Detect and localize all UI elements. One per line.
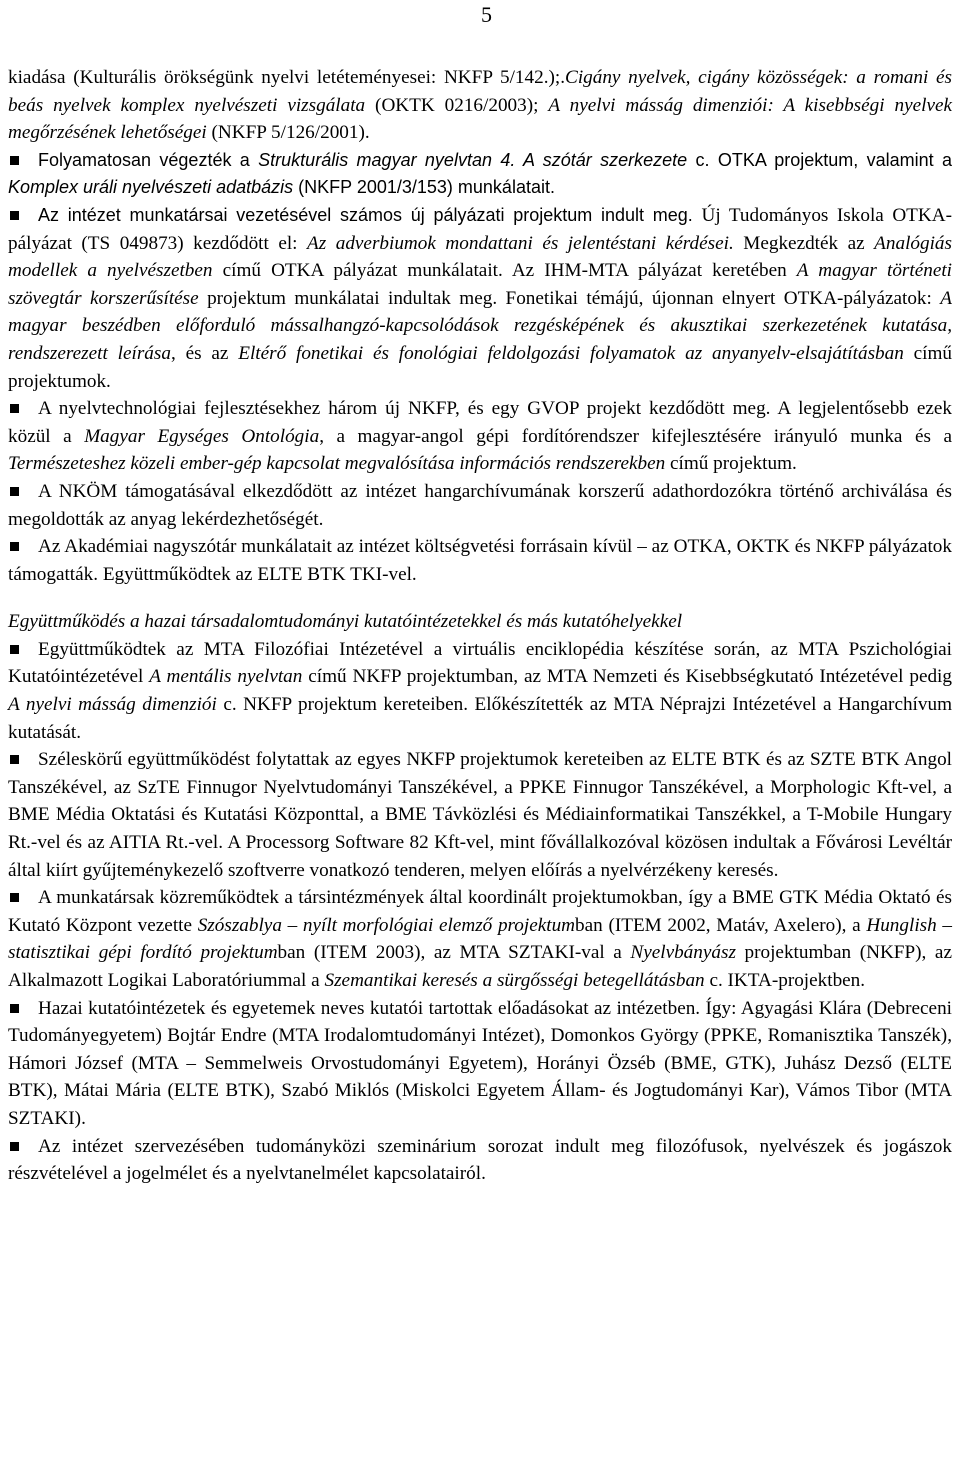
text-run: c. IKTA-projektben. bbox=[704, 970, 866, 991]
text-run: c. OTKA projektum, valamint a bbox=[687, 149, 952, 170]
text-run: című OTKA pályázat munkálatait. Az IHM-MTA pályázat keretében bbox=[212, 260, 797, 282]
bullet-item bbox=[8, 636, 952, 746]
bullet-item bbox=[8, 533, 952, 588]
text-run: című projektum. bbox=[665, 453, 797, 475]
bullet-item bbox=[8, 395, 952, 478]
text-run: (NKFP 5/126/2001). bbox=[206, 122, 370, 144]
text-run: (OKTK 0216/2003); bbox=[365, 94, 549, 116]
text-run: A munkatársak közreműködtek a társintézmények által koordinált projektumokban, így a BME GTK Média Oktató és Kutató Központ vezette bbox=[8, 887, 952, 936]
text-run: A magyar történeti szövegtár korszerűsítése bbox=[8, 260, 952, 309]
text-run: ban (ITEM 2002, Matáv, Axelero), a bbox=[575, 914, 867, 936]
bullet-list-projects bbox=[8, 147, 952, 589]
page-number: 5 bbox=[481, 2, 492, 27]
bullet-item bbox=[8, 884, 952, 994]
text-run: Hazai kutatóintézetek és egyetemek neves kutatói tartottak előadásokat az intézetben. Így: Agyagási Klára (Debreceni Tudományegyetem) Bojtár Endre (MTA Irodalomtudományi Intézet), Domonkos György (PPKE, Romanisztika Tanszék), Hámori József (MTA – Semmelweis Orvostudományi Egyetem), Horányi Özséb (BME, GTK), Juhász Dezső (ELTE BTK), Mátai Mária (ELTE BTK), Szabó Miklós (Miskolci Egyetem Állam- és Jogtudományi Kar), Vámos Tibor (MTA SZTAKI). bbox=[8, 997, 952, 1129]
text-run: A nyelvtechnológiai fejlesztésekhez három új NKFP, és egy GVOP projekt kezdődött meg. A legjelentősebb ezek közül a bbox=[8, 398, 952, 447]
square-bullet-icon bbox=[10, 645, 19, 654]
text-run: projektum munkálatai indultak meg. Fonetikai témájú, újonnan elnyert OTKA-pályázatok: bbox=[198, 287, 941, 309]
bullet-item bbox=[8, 202, 952, 395]
text-run: A nyelvi másság dimenziói bbox=[8, 694, 217, 716]
text-run: Nyelvbányász bbox=[630, 942, 736, 964]
bullet-item bbox=[8, 1133, 952, 1188]
text-run: A magyar beszédben előforduló mássalhangzó-kapcsolódások rezgésképének és akusztikai szerkezetének kutatása, rendszerezett leírása bbox=[8, 287, 952, 364]
text-run: kiadása (Kulturális örökségünk nyelvi letéteményesei: NKFP 5/142.);. bbox=[8, 67, 566, 88]
text-run: Az intézet szervezésében tudományközi szeminárium sorozat indult meg filozófusok, nyelvészek és jogászok részvételével a jogelmélet és a nyelvtanelmélet kapcsolatairól. bbox=[8, 1135, 952, 1185]
text-run: projektumban (NKFP), az Alkalmazott Logikai Laboratóriummal a bbox=[8, 942, 952, 991]
text-run: c. NKFP projektum kereteiben. Előkészítették az MTA Néprajzi Intézetével a Hangarchívum kutatását. bbox=[8, 694, 953, 743]
text-run: Megkezdték az bbox=[733, 232, 875, 254]
section-heading bbox=[8, 608, 952, 636]
text-run: ban (ITEM 2003), az MTA SZTAKI-val a bbox=[277, 942, 631, 964]
text-run: (NKFP 2001/3/153) munkálatait. bbox=[293, 177, 555, 198]
text-run: Szószablya – nyílt morfológiai elemző projektum bbox=[197, 914, 576, 936]
bullet-item bbox=[8, 995, 952, 1133]
text-run: Szemantikai keresés a sürgősségi betegellátásban bbox=[324, 970, 705, 991]
text-run: Természeteshez közeli ember-gép kapcsolat megvalósítása információs rendszerekben bbox=[8, 453, 666, 475]
square-bullet-icon bbox=[10, 487, 19, 496]
square-bullet-icon bbox=[10, 211, 19, 220]
text-run: Új Tudományos Iskola OTKA-pályázat (TS 049873) kezdődött el: bbox=[8, 204, 952, 254]
bullet-list-cooperation bbox=[8, 636, 952, 1188]
text-run: című NKFP projektumban, az MTA Nemzeti és Kisebbségkutató Intézetével pedig bbox=[302, 666, 952, 688]
square-bullet-icon bbox=[10, 1142, 19, 1151]
square-bullet-icon bbox=[10, 404, 19, 413]
text-run: A NKÖM támogatásával elkezdődött az intézet hangarchívumának korszerű adathordozókra történő archiválása és megoldották az anyag lekérdezhetőségét. bbox=[8, 480, 952, 530]
section-heading-text: Együttműködés a hazai társadalomtudományi kutatóintézetekkel és más kutatóhelyekkel bbox=[8, 611, 683, 633]
text-run: Az Akadémiai nagyszótár munkálatait az intézet költségvetési forrásain kívül – az OTKA, OKTK és NKFP pályázatok támogatták. Együttműködtek az ELTE BTK TKI-vel. bbox=[8, 536, 952, 585]
text-run: , és az bbox=[170, 342, 239, 364]
square-bullet-icon bbox=[10, 755, 19, 764]
text-run: Komplex uráli nyelvészeti adatbázis bbox=[8, 177, 294, 198]
text-run: Magyar Egységes Ontológia bbox=[84, 425, 320, 447]
text-run: Analógiás modellek a nyelvészetben bbox=[8, 232, 952, 282]
text-run: Cigány nyelvek, cigány közösségek: a romani és beás nyelvek komplex nyelvészeti vizsgálata bbox=[8, 67, 952, 116]
text-run: Eltérő fonetikai és fonológiai feldolgozási folyamatok az anyanyelv-elsajátításban bbox=[238, 342, 904, 364]
square-bullet-icon bbox=[10, 156, 19, 165]
text-run: című projektumok. bbox=[8, 342, 953, 392]
text-run: A nyelvi másság dimenziói: A kisebbségi nyelvek megőrzésének lehetőségei bbox=[8, 94, 953, 144]
text-run: Hunglish – statisztikai gépi fordító projektum bbox=[8, 914, 952, 964]
square-bullet-icon bbox=[10, 542, 19, 551]
bullet-item bbox=[8, 147, 952, 202]
square-bullet-icon bbox=[10, 1004, 19, 1013]
text-run: Az adverbiumok mondattani és jelentéstani kérdései. bbox=[307, 232, 734, 254]
text-run: Együttműködtek az MTA Filozófiai Intézetével a virtuális enciklopédia készítése során, az MTA Pszichológiai Kutatóintézetével bbox=[8, 638, 952, 688]
text-run: , a magyar-angol gépi fordítórendszer kifejlesztésére irányuló munka és a bbox=[319, 425, 952, 447]
document-body bbox=[8, 64, 952, 1188]
text-run: Széleskörű együttműködést folytattak az egyes NKFP projektumok kereteiben az ELTE BTK és az SZTE BTK Angol Tanszékével, az SzTE Finnugor Nyelvtudományi Tanszékével, a PPKE Finnugor Tanszékével, a Morphologic Kft-vel, a BME Média Oktatási és Kutatási Központtal, a BME Távközlési és Médiainformatikai Tanszékkel, a T-Mobile Hungary Rt.-vel és az AITIA Rt.-vel. A Processorg Software 82 Kft-vel, mint fővállalkozóval közösen indultak a Fővárosi Levéltár által kiírt gyűjteménykezelő szoftverre vonatkozó tenderen, melyen előírás a nyelvérzékeny keresés. bbox=[8, 749, 952, 881]
bullet-item bbox=[8, 746, 952, 884]
text-run: A mentális nyelvtan bbox=[149, 666, 303, 688]
bullet-item bbox=[8, 478, 952, 533]
square-bullet-icon bbox=[10, 893, 19, 902]
intro-paragraph bbox=[8, 64, 952, 147]
text-run: Az intézet munkatársai vezetésével számos új pályázati projektum indult meg. bbox=[38, 204, 702, 225]
text-run: Strukturális magyar nyelvtan 4. A szótár szerkezete bbox=[258, 149, 688, 170]
text-run: Folyamatosan végezték a bbox=[38, 149, 259, 170]
